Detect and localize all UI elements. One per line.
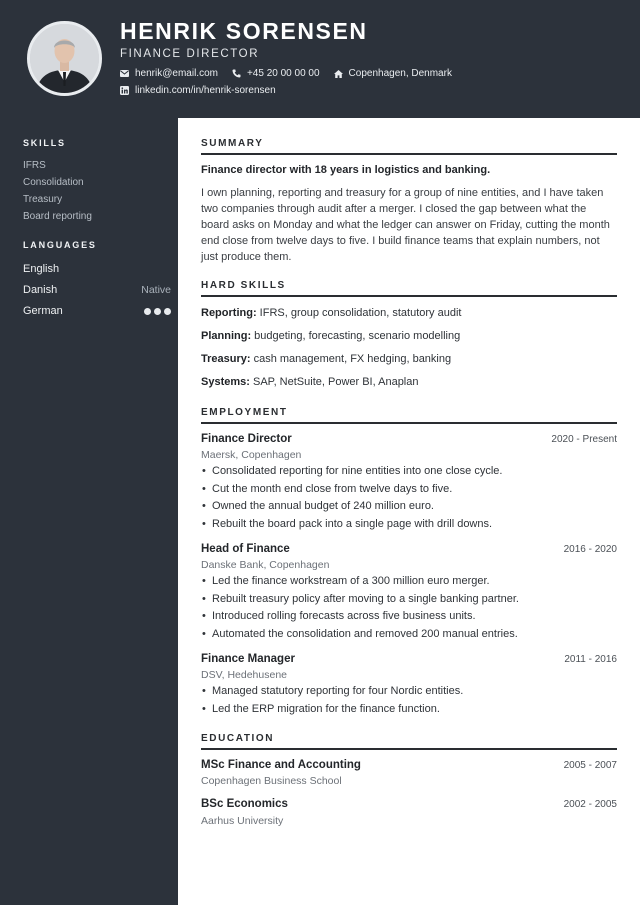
job-dates: 2011 - 2016 (564, 654, 617, 665)
hard-skill-label: Planning: (201, 330, 252, 342)
employment-heading: EMPLOYMENT (201, 407, 617, 424)
list-item: • Led the finance workstream of a 300 million euro merger. (201, 573, 617, 591)
proficiency-dot (154, 308, 161, 315)
skill-item: Treasury (23, 194, 63, 205)
hard-skill-value: SAP, NetSuite, Power BI, Anaplan (249, 376, 419, 388)
hard-skill-label: Systems: (201, 376, 250, 388)
hard-skill-row (201, 307, 617, 319)
job-company: DSV, Hedehusene (201, 669, 288, 681)
job-header (201, 653, 617, 665)
language-row-english (23, 263, 171, 275)
hard-skills-heading: HARD SKILLS (201, 280, 617, 297)
summary-lead: Finance director with 18 years in logistics and banking. (201, 164, 491, 176)
contact-linkedin[interactable] (120, 85, 276, 96)
envelope-icon (120, 70, 129, 77)
main-content (178, 118, 640, 905)
language-name: Danish (23, 284, 58, 296)
job-bullets (201, 573, 617, 644)
list-item: • Managed statutory reporting for four Nordic entities. (201, 683, 617, 701)
skills-heading: SKILLS (23, 138, 66, 148)
job-header (201, 543, 617, 555)
job-header (201, 433, 617, 445)
education-dates: 2002 - 2005 (563, 799, 617, 810)
education-header (201, 759, 617, 771)
hard-skill-value: cash management, FX hedging, banking (250, 353, 452, 365)
candidate-title: FINANCE DIRECTOR (120, 48, 260, 60)
summary-text: I own planning, reporting and treasury for a group of nine entities, and I have taken two companies through audit after a merger. I closed the gap between what the board asks on Monday and what the ledger can answer on Friday, cutting the month end close from twelve days to five. I build finance teams that explain numbers, not just produce them. (201, 187, 610, 263)
resume-header (0, 0, 640, 118)
job-bullets (201, 683, 617, 718)
degree-title: BSc Economics (201, 798, 288, 810)
hard-skill-row (201, 330, 617, 342)
profile-photo (27, 21, 102, 96)
language-proficiency-dots (144, 308, 171, 315)
job-bullets (201, 463, 617, 534)
person-portrait-icon (30, 24, 99, 93)
list-item: • Rebuilt the board pack into a single page with drill downs. (201, 516, 617, 534)
job-title: Head of Finance (201, 543, 290, 555)
contact-phone[interactable] (232, 68, 320, 79)
hard-skill-value: budgeting, forecasting, scenario modelling (251, 330, 461, 342)
contact-email[interactable] (120, 68, 218, 79)
list-item: • Rebuilt treasury policy after moving to a single banking partner. (201, 591, 617, 609)
list-item: • Automated the consolidation and removed 200 manual entries. (201, 626, 617, 644)
school-name: Copenhagen Business School (201, 775, 342, 787)
hard-skill-label: Treasury: (201, 353, 251, 365)
job-title: Finance Director (201, 433, 292, 445)
list-item: • Owned the annual budget of 240 million euro. (201, 498, 617, 516)
language-row-danish (23, 284, 171, 296)
job-company: Danske Bank, Copenhagen (201, 559, 330, 571)
list-item: • Led the ERP migration for the finance function. (201, 701, 617, 719)
hard-skill-value: IFRS, group consolidation, statutory audit (256, 307, 462, 319)
candidate-name: HENRIK SORENSEN (120, 18, 368, 44)
hard-skill-row (201, 353, 617, 365)
phone-text: +45 20 00 00 00 (246, 68, 320, 79)
skill-item: Board reporting (23, 211, 92, 222)
language-row-german (23, 305, 171, 317)
proficiency-dot (144, 308, 151, 315)
linkedin-icon (120, 86, 129, 95)
degree-title: MSc Finance and Accounting (201, 759, 361, 771)
proficiency-dot (164, 308, 171, 315)
language-name: German (23, 305, 63, 317)
contact-location (334, 68, 452, 79)
linkedin-text: linkedin.com/in/henrik-sorensen (135, 85, 276, 96)
summary-heading: SUMMARY (201, 138, 617, 155)
job-company: Maersk, Copenhagen (201, 449, 302, 461)
job-dates: 2016 - 2020 (563, 544, 617, 555)
education-dates: 2005 - 2007 (563, 760, 617, 771)
list-item: • Consolidated reporting for nine entities into one close cycle. (201, 463, 617, 481)
contact-row-linkedin (120, 85, 290, 96)
contact-row (120, 68, 466, 79)
language-level: Native (141, 284, 171, 296)
list-item: • Introduced rolling forecasts across five business units. (201, 608, 617, 626)
sidebar (0, 118, 178, 905)
hard-skill-label: Reporting: (201, 307, 257, 319)
list-item: • Cut the month end close from twelve days to five. (201, 481, 617, 499)
skill-item: Consolidation (23, 177, 84, 188)
skill-item: IFRS (23, 160, 46, 171)
phone-icon (232, 69, 241, 78)
location-text: Copenhagen, Denmark (348, 68, 452, 79)
email-text: henrik@email.com (135, 68, 218, 79)
job-dates: 2020 - Present (551, 434, 617, 445)
languages-heading: LANGUAGES (23, 240, 97, 250)
school-name: Aarhus University (201, 815, 284, 827)
language-name: English (23, 263, 60, 275)
home-icon (334, 70, 343, 78)
education-heading: EDUCATION (201, 733, 617, 750)
job-title: Finance Manager (201, 653, 295, 665)
education-header (201, 798, 617, 810)
hard-skill-row (201, 376, 617, 388)
